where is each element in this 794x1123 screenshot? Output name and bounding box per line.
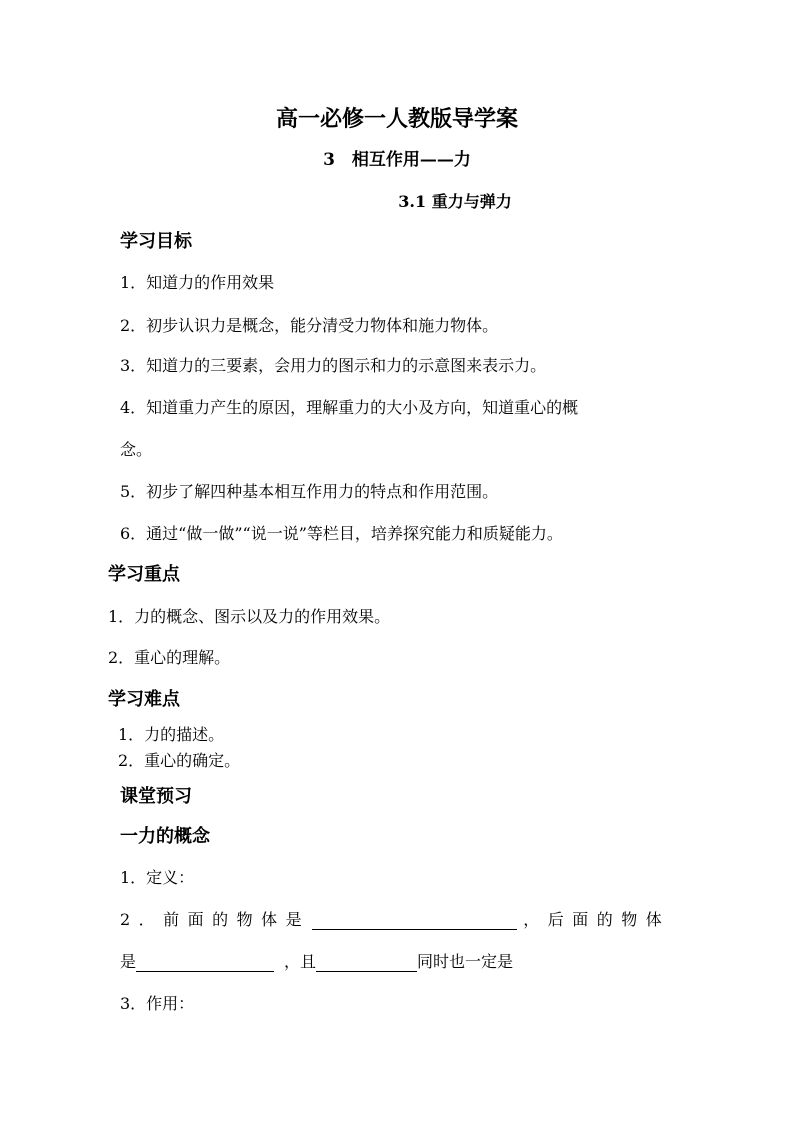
concept-subheading: 一力的概念 [120,826,210,847]
objective-item: 6．通过“做一做”“说一说”等栏目，培养探究能力和质疑能力。 [120,524,563,543]
object-question-line-2 [120,952,513,972]
difficulties-heading: 学习难点 [108,689,180,710]
key-point-item: 1．力的概念、图示以及力的作用效果。 [108,607,391,626]
objective-item: 3．知道力的三要素，会用力的图示和力的示意图来表示力。 [120,356,547,375]
preview-heading: 课堂预习 [120,786,192,807]
question-text: 2．前面的物体是 [120,910,311,929]
answer-blank[interactable] [312,912,517,930]
objective-item: 2．初步认识力是概念，能分清受力物体和施力物体。 [120,316,499,335]
key-point-item: 2．重心的理解。 [108,648,231,667]
objective-item: 4．知道重力产生的原因，理解重力的大小及方向，知道重心的概 [120,398,579,417]
question-text: ，后面的物体 [523,910,671,929]
question-text: 是 [120,952,137,971]
object-question-line-1 [120,910,670,930]
section-title: 3.1 重力与弹力 [398,192,512,211]
objective-item: 5．初步了解四种基本相互作用力的特点和作用范围。 [120,482,499,501]
difficulty-item: 2．重心的确定。 [118,751,241,770]
key-points-heading: 学习重点 [108,564,180,585]
answer-blank[interactable] [316,954,417,972]
question-text: 同时也一定是 [417,952,514,971]
definition-question: 1．定义： [120,868,195,887]
answer-blank[interactable] [136,954,274,972]
chapter-title: 3 相互作用——力 [323,150,471,170]
objective-item: 1．知道力的作用效果 [120,273,275,292]
question-text: ，且 [284,952,317,971]
difficulty-item: 1．力的描述。 [118,725,225,744]
document-title: 高一必修一人教版导学案 [275,106,518,132]
effect-question: 3．作用： [120,994,195,1013]
objective-item: 念。 [120,440,153,459]
objectives-heading: 学习目标 [120,231,192,252]
